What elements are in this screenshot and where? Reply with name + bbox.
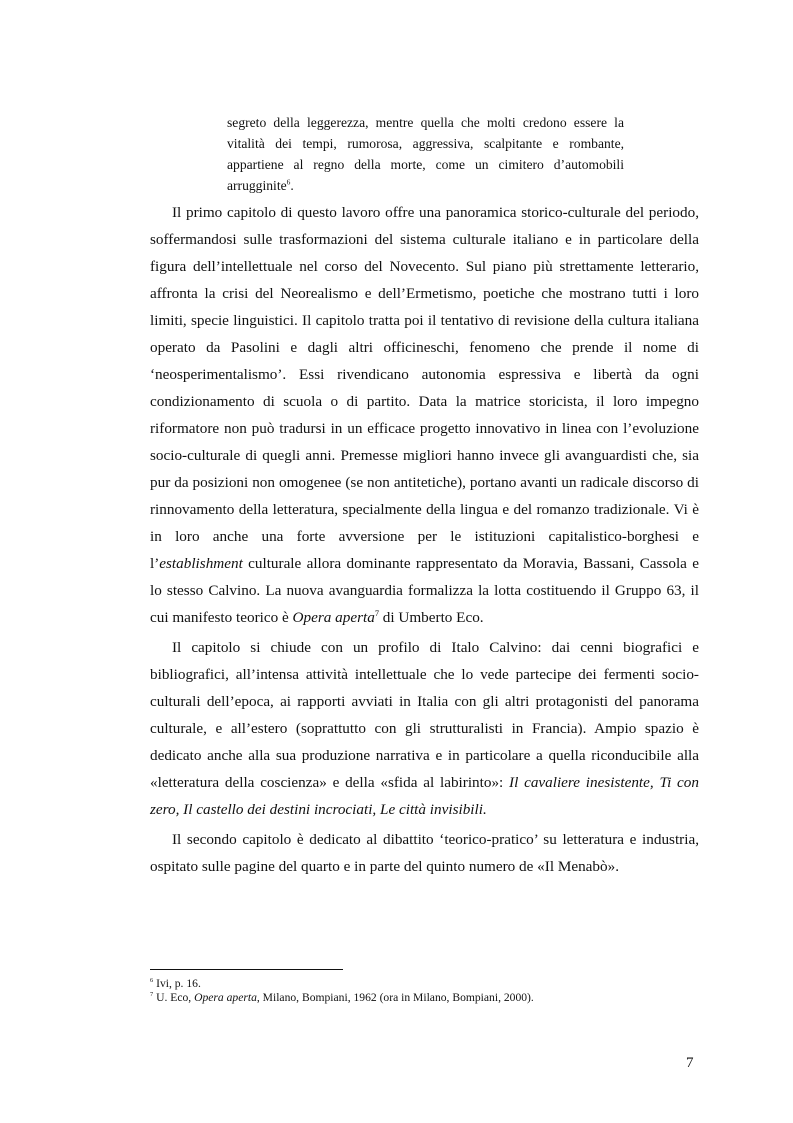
paragraph-3: [150, 826, 699, 880]
paragraph-1-part-a: Il primo capitolo di questo lavoro offre una panoramica storico-culturale del periodo, soffermandosi sulle trasformazioni del sistema culturale italiano e in particolare della figura dell’intellettuale nel corso del Novecento. Sul piano più strettamente letterario, affronta la crisi del Neorealismo e dell’Ermetismo, poetiche che mostrano tutti i loro limiti, specie linguistici. Il capitolo tratta poi il tentativo di revisione della cultura italiana operato da Pasolini e dagli altri officineschi, fenomeno che prende il nome di ‘neosperimentalismo’. Essi rivendicano autonomia espressiva e libertà da ogni condizionamento di scuola o di partito. Data la matrice storicista, il loro impegno riformatore non può tradursi in un efficace progetto innovativo in linea con l’evoluzione socio-culturale di quegli anni. Premesse migliori hanno invece gli avanguardisti che, sia pur da posizioni non omogenee (se non antitetiche), portano avanti un radicale discorso di rinnovamento della letteratura, specialmente della lingua e del romanzo tradizionale. Vi è in loro anche una forte avversione per le istituzioni capitalistico-borghesi e l’: [150, 204, 699, 572]
paragraph-2: [150, 634, 699, 823]
main-text: [150, 199, 699, 880]
page-number: 7: [686, 1055, 694, 1071]
quote-text: [227, 112, 624, 196]
footnote-7-number: 7: [150, 991, 154, 999]
footnote-7: [150, 991, 699, 1005]
paragraph-1: [150, 199, 699, 631]
paragraph-1-part-c: di Umberto Eco.: [378, 609, 484, 626]
footnote-7-text-b: , Milano, Bompiani, 1962 (ora in Milano, Bompiani, 2000).: [256, 991, 534, 1004]
footnote-ref-7[interactable]: 7: [374, 608, 379, 618]
block-quote: [227, 112, 624, 196]
footnote-separator: [150, 969, 343, 970]
footnote-6-text: Ivi, p. 16.: [153, 977, 201, 990]
quote-end: .: [290, 178, 294, 193]
italic-calvino-titles: Il cavaliere inesistente, Ti con zero, Il castello dei destini incrociati, Le città invisibili.: [150, 774, 699, 818]
italic-establishment: establishment: [159, 555, 243, 572]
paragraph-3-text: Il secondo capitolo è dedicato al dibattito ‘teorico-pratico’ su letteratura e industria, ospitato sulle pagine del quarto e in parte del quinto numero de «Il Menabò».: [150, 831, 699, 875]
paragraph-1-part-b: culturale allora dominante rappresentato da Moravia, Bassani, Cassola e lo stesso Calvino. La nuova avanguardia formalizza la lotta costituendo il Gruppo 63, il cui manifesto teorico è: [150, 555, 699, 626]
footnote-6-number: 6: [150, 977, 154, 985]
italic-opera-aperta: Opera aperta: [292, 609, 375, 626]
footnote-7-text-a: U. Eco,: [153, 991, 195, 1004]
footnotes: [150, 977, 699, 1005]
footnote-7-italic: Opera aperta: [194, 991, 257, 1004]
footnote-6: [150, 977, 699, 991]
footnote-ref-6[interactable]: 6: [286, 177, 291, 187]
paragraph-2-part-a: Il capitolo si chiude con un profilo di Italo Calvino: dai cenni biografici e bibliografici, all’intensa attività intellettuale che lo vede partecipe dei fermenti socio-culturali dell’epoca, ai rapporti avviati in Italia con gli altri protagonisti del panorama culturale, e all’estero (soprattutto con gli strutturalisti in Francia). Ampio spazio è dedicato anche alla sua produzione narrativa e in particolare a quella riconducibile alla «letteratura della coscienza» e della «sfida al labirinto»:: [150, 639, 699, 791]
quote-body: segreto della leggerezza, mentre quella che molti credono essere la vitalità dei tempi, rumorosa, aggressiva, scalpitante e rombante, appartiene al regno della morte, come un cimitero d’automobili arrugginite: [227, 115, 624, 193]
